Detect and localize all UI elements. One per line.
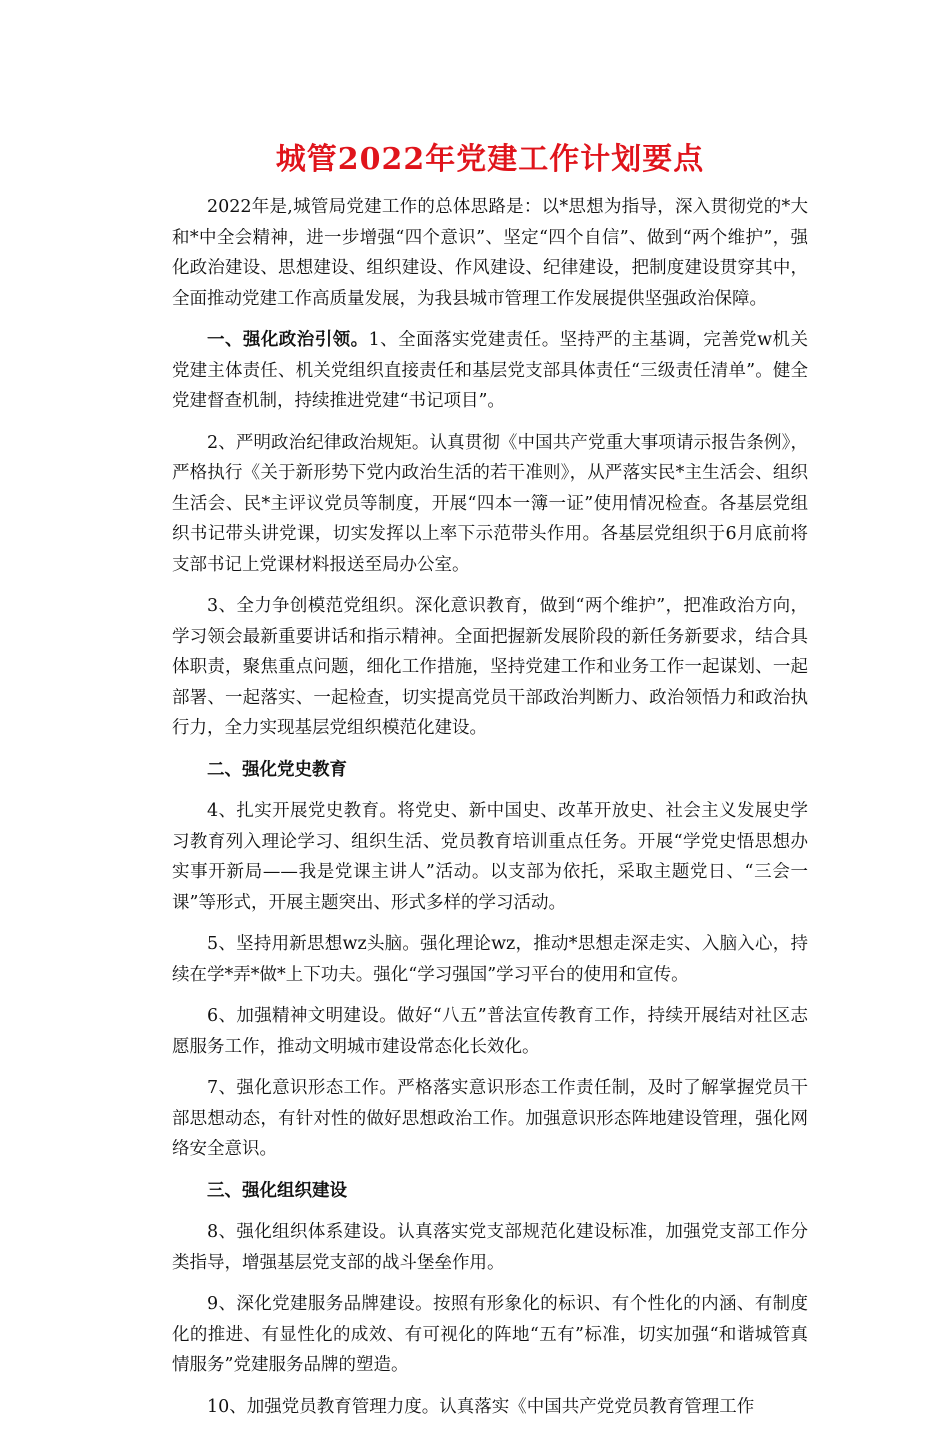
section3-heading: 三、强化组织建设 [207,1180,347,1201]
section1-heading: 一、强化政治引领。 [207,330,369,350]
section1-item-1: 1、全面落实党建责任。坚持严的主基调，完善党w机关党建主体责任、机关党组织直接责任和基层党支部具体责任“三级责任清单”。健全党建督查机制，持续推进党建“书记项目”。 [172,330,808,411]
section1-item-3: 3、全力争创模范党组织。深化意识教育，做到“两个维护”，把准政治方向，学习领会最新重要讲话和指示精神。全面把握新发展阶段的新任务新要求，结合具体职责，聚焦重点问题，细化工作措施，坚持党建工作和业务工作一起谋划、一起部署、一起落实、一起检查，切实提高党员干部政治判断力、政治领悟力和政治执行力，全力实现基层党组织模范化建设。 [172,596,808,738]
section3-item-9: 9、深化党建服务品牌建设。按照有形象化的标识、有个性化的内涵、有制度化的推进、有显性化的成效、有可视化的阵地“五有”标准，切实加强“和谐城管真情服务”党建服务品牌的塑造。 [172,1294,808,1375]
section2-item-5: 5、坚持用新思想wz头脑。强化理论wz，推动*思想走深走实、入脑入心，持续在学*弄*做*上下功夫。强化“学习强国”学习平台的使用和宣传。 [172,934,808,985]
section2-heading: 二、强化党史教育 [207,759,347,780]
document-page [172,138,808,1433]
section1-paragraph-1 [172,325,808,417]
section3-item-10: 10、加强党员教育管理力度。认真落实《中国共产党党员教育管理工作 [207,1396,755,1417]
document-title: 城管2022年党建工作计划要点 [275,142,705,177]
section2-item-4: 4、扎实开展党史教育。将党史、新中国史、改革开放史、社会主义发展史学习教育列入理论学习、组织生活、党员教育培训重点任务。开展“学党史悟思想办实事开新局——我是党课主讲人”活动。以支部为依托，采取主题党日、“三会一课”等形式，开展主题突出、形式多样的学习活动。 [172,801,808,913]
section2-item-6: 6、加强精神文明建设。做好“八五”普法宣传教育工作，持续开展结对社区志愿服务工作，推动文明城市建设常态化长效化。 [172,1006,808,1057]
section2-item-7: 7、强化意识形态工作。严格落实意识形态工作责任制，及时了解掌握党员干部思想动态，有针对性的做好思想政治工作。加强意识形态阵地建设管理，强化网络安全意识。 [172,1078,808,1159]
intro-paragraph: 2022年是,城管局党建工作的总体思路是：以*思想为指导，深入贯彻党的*大和*中全会精神，进一步增强“四个意识”、坚定“四个自信”、做到“两个维护”，强化政治建设、思想建设、组织建设、作风建设、纪律建设，把制度建设贯穿其中，全面推动党建工作高质量发展，为我县城市管理工作发展提供坚强政治保障。 [172,197,808,309]
section1-item-2: 2、严明政治纪律政治规矩。认真贯彻《中国共产党重大事项请示报告条例》，严格执行《关于新形势下党内政治生活的若干准则》，从严落实民*主生活会、组织生活会、民*主评议党员等制度，开展“四本一簿一证”使用情况检查。各基层党组织书记带头讲党课，切实发挥以上率下示范带头作用。各基层党组织于6月底前将支部书记上党课材料报送至局办公室。 [172,432,808,575]
section3-item-8: 8、强化组织体系建设。认真落实党支部规范化建设标准，加强党支部工作分类指导，增强基层党支部的战斗堡垒作用。 [172,1222,808,1273]
